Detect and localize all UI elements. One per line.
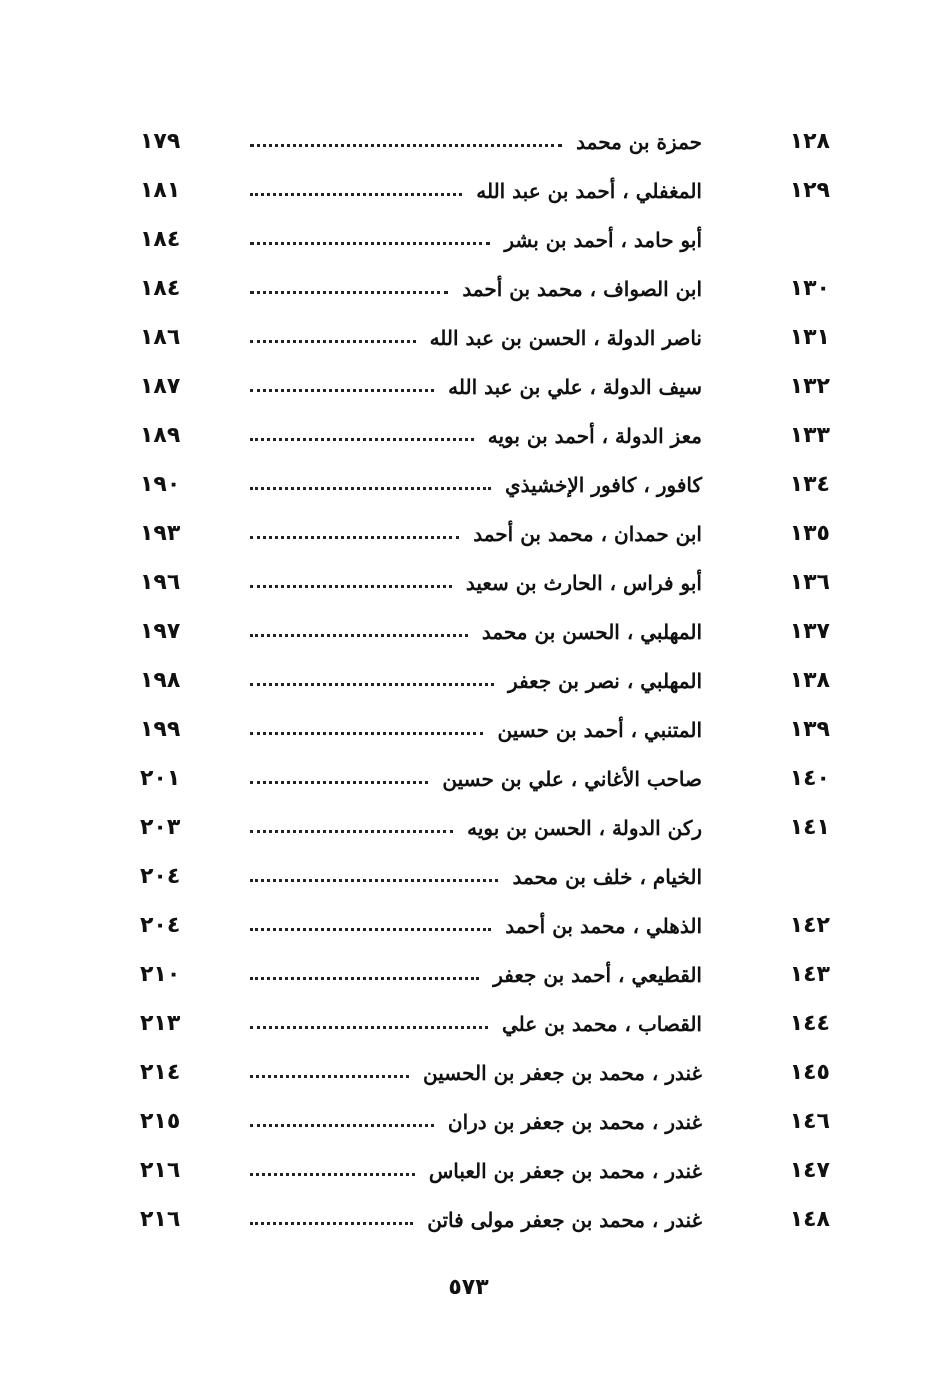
entry-page-number: ١٩٣ <box>140 521 181 546</box>
entry-page-number: ١٨٦ <box>140 325 181 350</box>
dot-leader <box>250 389 434 392</box>
toc-entry <box>200 1012 702 1036</box>
entry-title: الذهلي ، محمد بن أحمد <box>505 913 702 938</box>
dot-leader <box>250 683 494 686</box>
dot-leader <box>250 487 491 490</box>
entry-page-number: ٢١٥ <box>140 1109 181 1134</box>
toc-entry <box>200 424 702 448</box>
entry-number: ١٤٠ <box>789 766 830 791</box>
toc-entry <box>200 130 702 154</box>
toc-row <box>140 607 830 656</box>
entry-page-number: ١٩٨ <box>140 668 181 693</box>
entry-title: الخيام ، خلف بن محمد <box>512 864 702 889</box>
toc-row <box>140 901 830 950</box>
toc-entry <box>200 179 702 203</box>
entry-title: المهلبي ، نصر بن جعفر <box>508 668 702 693</box>
entry-title: ابن حمدان ، محمد بن أحمد <box>473 521 702 546</box>
toc-entry <box>200 620 702 644</box>
toc-entry <box>200 816 702 840</box>
dot-leader <box>250 879 498 882</box>
entry-page-number: ١٨٩ <box>140 423 181 448</box>
entry-title: معز الدولة ، أحمد بن بويه <box>487 423 702 448</box>
dot-leader <box>250 634 468 637</box>
toc-row <box>140 117 830 166</box>
entry-page-number: ١٨٤ <box>140 227 181 252</box>
page-number: ٥٧٣ <box>448 1275 489 1300</box>
toc-entry <box>200 1208 702 1232</box>
entry-title: ركن الدولة ، الحسن بن بويه <box>467 815 702 840</box>
entry-page-number: ٢١٣ <box>140 1011 181 1036</box>
toc-row <box>140 656 830 705</box>
dot-leader <box>250 928 491 931</box>
toc-row <box>140 705 830 754</box>
entry-page-number: ٢١٠ <box>140 962 181 987</box>
toc-entry <box>200 669 702 693</box>
dot-leader <box>250 1075 409 1078</box>
toc-entry <box>200 326 702 350</box>
entry-title: ناصر الدولة ، الحسن بن عبد الله <box>429 325 702 350</box>
toc-entry <box>200 522 702 546</box>
entry-title: غندر ، محمد بن جعفر مولى فاتن <box>427 1207 702 1232</box>
entry-title: القطيعي ، أحمد بن جعفر <box>493 962 702 987</box>
dot-leader <box>250 732 483 735</box>
entry-title: المتنبي ، أحمد بن حسين <box>497 717 702 742</box>
toc-entry <box>200 767 702 791</box>
dot-leader <box>250 536 459 539</box>
entry-number: ١٣٥ <box>789 521 830 546</box>
entry-title: ابن الصواف ، محمد بن أحمد <box>462 276 702 301</box>
toc-row <box>140 999 830 1048</box>
entry-page-number: ١٨١ <box>140 178 181 203</box>
toc-entry <box>200 865 702 889</box>
entry-number: ١٣٨ <box>789 668 830 693</box>
entry-title: أبو حامد ، أحمد بن بشر <box>504 227 702 252</box>
entry-title: غندر ، محمد بن جعفر بن العباس <box>428 1158 702 1183</box>
entry-number: ١٣٧ <box>789 619 830 644</box>
toc-row <box>140 1048 830 1097</box>
entry-title: غندر ، محمد بن جعفر بن الحسين <box>423 1060 702 1085</box>
entry-number: ١٤٤ <box>789 1011 830 1036</box>
toc-entry <box>200 718 702 742</box>
dot-leader <box>250 781 428 784</box>
entry-page-number: ٢١٤ <box>140 1060 181 1085</box>
toc-row <box>140 313 830 362</box>
entry-number: ١٣٤ <box>789 472 830 497</box>
entry-number: ١٤٢ <box>789 913 830 938</box>
toc-entry <box>200 914 702 938</box>
entry-page-number: ٢٠٤ <box>140 864 181 889</box>
entry-page-number: ١٩٦ <box>140 570 181 595</box>
toc-row <box>140 852 830 901</box>
toc-row <box>140 1195 830 1244</box>
toc-entry <box>200 1061 702 1085</box>
toc-entry <box>200 571 702 595</box>
entry-number: ١٤٣ <box>789 962 830 987</box>
toc-row <box>140 460 830 509</box>
toc-entry <box>200 1110 702 1134</box>
entry-number: ١٤١ <box>789 815 830 840</box>
entry-title: المهلبي ، الحسن بن محمد <box>481 619 702 644</box>
entry-number: ١٣٩ <box>789 717 830 742</box>
dot-leader <box>250 144 562 147</box>
entry-number: ١٤٦ <box>789 1109 830 1134</box>
toc-row <box>140 558 830 607</box>
dot-leader <box>250 438 474 441</box>
dot-leader <box>250 1026 488 1029</box>
entry-number: ١٢٨ <box>789 129 830 154</box>
dot-leader <box>250 193 462 196</box>
entry-number: ١٣٣ <box>789 423 830 448</box>
toc-row <box>140 166 830 215</box>
entry-title: القصاب ، محمد بن علي <box>501 1011 702 1036</box>
dot-leader <box>250 242 490 245</box>
entry-page-number: ٢٠١ <box>140 766 181 791</box>
toc-entry <box>200 277 702 301</box>
toc-row <box>140 264 830 313</box>
entry-number: ١٣٠ <box>789 276 830 301</box>
dot-leader <box>250 1173 415 1176</box>
toc-entry <box>200 375 702 399</box>
entry-title: صاحب الأغاني ، علي بن حسين <box>442 766 702 791</box>
toc-row <box>140 362 830 411</box>
entry-number: ١٤٧ <box>789 1158 830 1183</box>
entry-page-number: ١٩٩ <box>140 717 181 742</box>
dot-leader <box>250 585 452 588</box>
entry-page-number: ١٩٠ <box>140 472 181 497</box>
toc-row <box>140 215 830 264</box>
entry-title: حمزة بن محمد <box>576 129 702 154</box>
dot-leader <box>250 977 479 980</box>
entry-page-number: ١٩٧ <box>140 619 181 644</box>
toc-row <box>140 1146 830 1195</box>
entry-number: ١٣١ <box>789 325 830 350</box>
entry-title: غندر ، محمد بن جعفر بن دران <box>447 1109 702 1134</box>
entry-number: ١٤٥ <box>789 1060 830 1085</box>
dot-leader <box>250 830 453 833</box>
entry-page-number: ٢١٦ <box>140 1207 181 1232</box>
toc-row <box>140 950 830 999</box>
dot-leader <box>250 1222 413 1225</box>
entry-title: سيف الدولة ، علي بن عبد الله <box>448 374 702 399</box>
entry-page-number: ٢٠٤ <box>140 913 181 938</box>
entry-number: ١٢٩ <box>789 178 830 203</box>
entry-number: ١٣٦ <box>789 570 830 595</box>
toc-row <box>140 411 830 460</box>
entry-page-number: ٢٠٣ <box>140 815 181 840</box>
entry-page-number: ٢١٦ <box>140 1158 181 1183</box>
toc-entry <box>200 473 702 497</box>
entry-page-number: ١٨٧ <box>140 374 181 399</box>
toc-row <box>140 803 830 852</box>
toc-entry <box>200 228 702 252</box>
toc-entry <box>200 1159 702 1183</box>
dot-leader <box>250 1124 434 1127</box>
toc-row <box>140 1097 830 1146</box>
entry-page-number: ١٨٤ <box>140 276 181 301</box>
entry-page-number: ١٧٩ <box>140 129 181 154</box>
entry-title: المغفلي ، أحمد بن عبد الله <box>476 178 702 203</box>
table-of-contents <box>140 117 830 1244</box>
dot-leader <box>250 291 448 294</box>
toc-entry <box>200 963 702 987</box>
entry-number: ١٣٢ <box>789 374 830 399</box>
dot-leader <box>250 340 416 343</box>
entry-number: ١٤٨ <box>789 1207 830 1232</box>
entry-title: كافور ، كافور الإخشيذي <box>504 472 702 497</box>
toc-row <box>140 754 830 803</box>
entry-title: أبو فراس ، الحارث بن سعيد <box>465 570 702 595</box>
toc-row <box>140 509 830 558</box>
